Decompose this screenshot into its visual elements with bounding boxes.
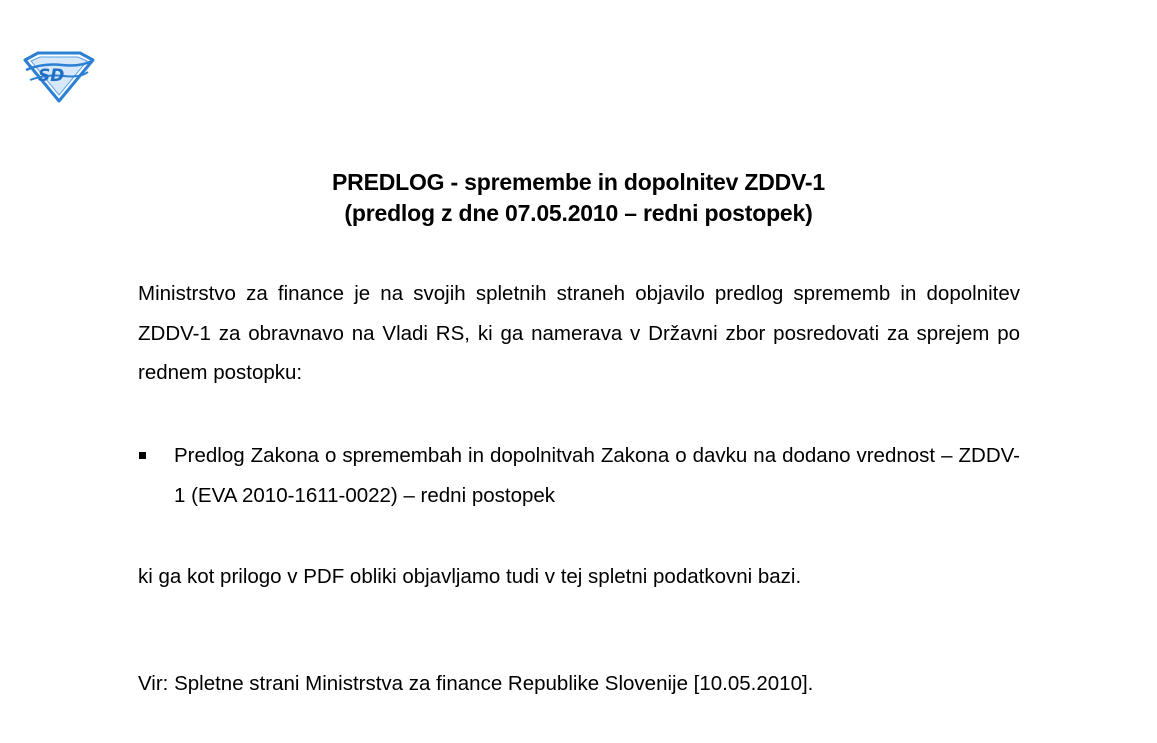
logo-lettering: SD bbox=[38, 66, 65, 86]
source-note: Vir: Spletne strani Ministrstva za finance Republike Slovenije [10.05.2010]. bbox=[138, 672, 814, 695]
square-bullet-icon bbox=[139, 452, 146, 459]
company-logo bbox=[22, 50, 96, 104]
document-title: PREDLOG - spremembe in dopolnitev ZDDV-1 bbox=[332, 169, 825, 195]
bullet-text: Predlog Zakona o spremembah in dopolnitvah Zakona o davku na dodano vrednost – ZDDV-1 (EVA 2010-1611-0022) – redni postopek bbox=[174, 444, 1020, 507]
intro-paragraph: Ministrstvo za finance je na svojih spletnih straneh objavilo predlog sprememb in dopolnitev ZDDV-1 za obravnavo na Vladi RS, ki ga namerava v Državni zbor posredovati za sprejem po rednem postopku: bbox=[138, 282, 1020, 384]
closing-paragraph: ki ga kot prilogo v PDF obliki objavljamo tudi v tej spletni podatkovni bazi. bbox=[138, 565, 802, 588]
document-subtitle: (predlog z dne 07.05.2010 – redni postopek) bbox=[344, 200, 813, 226]
shield-logo-icon bbox=[22, 50, 96, 104]
